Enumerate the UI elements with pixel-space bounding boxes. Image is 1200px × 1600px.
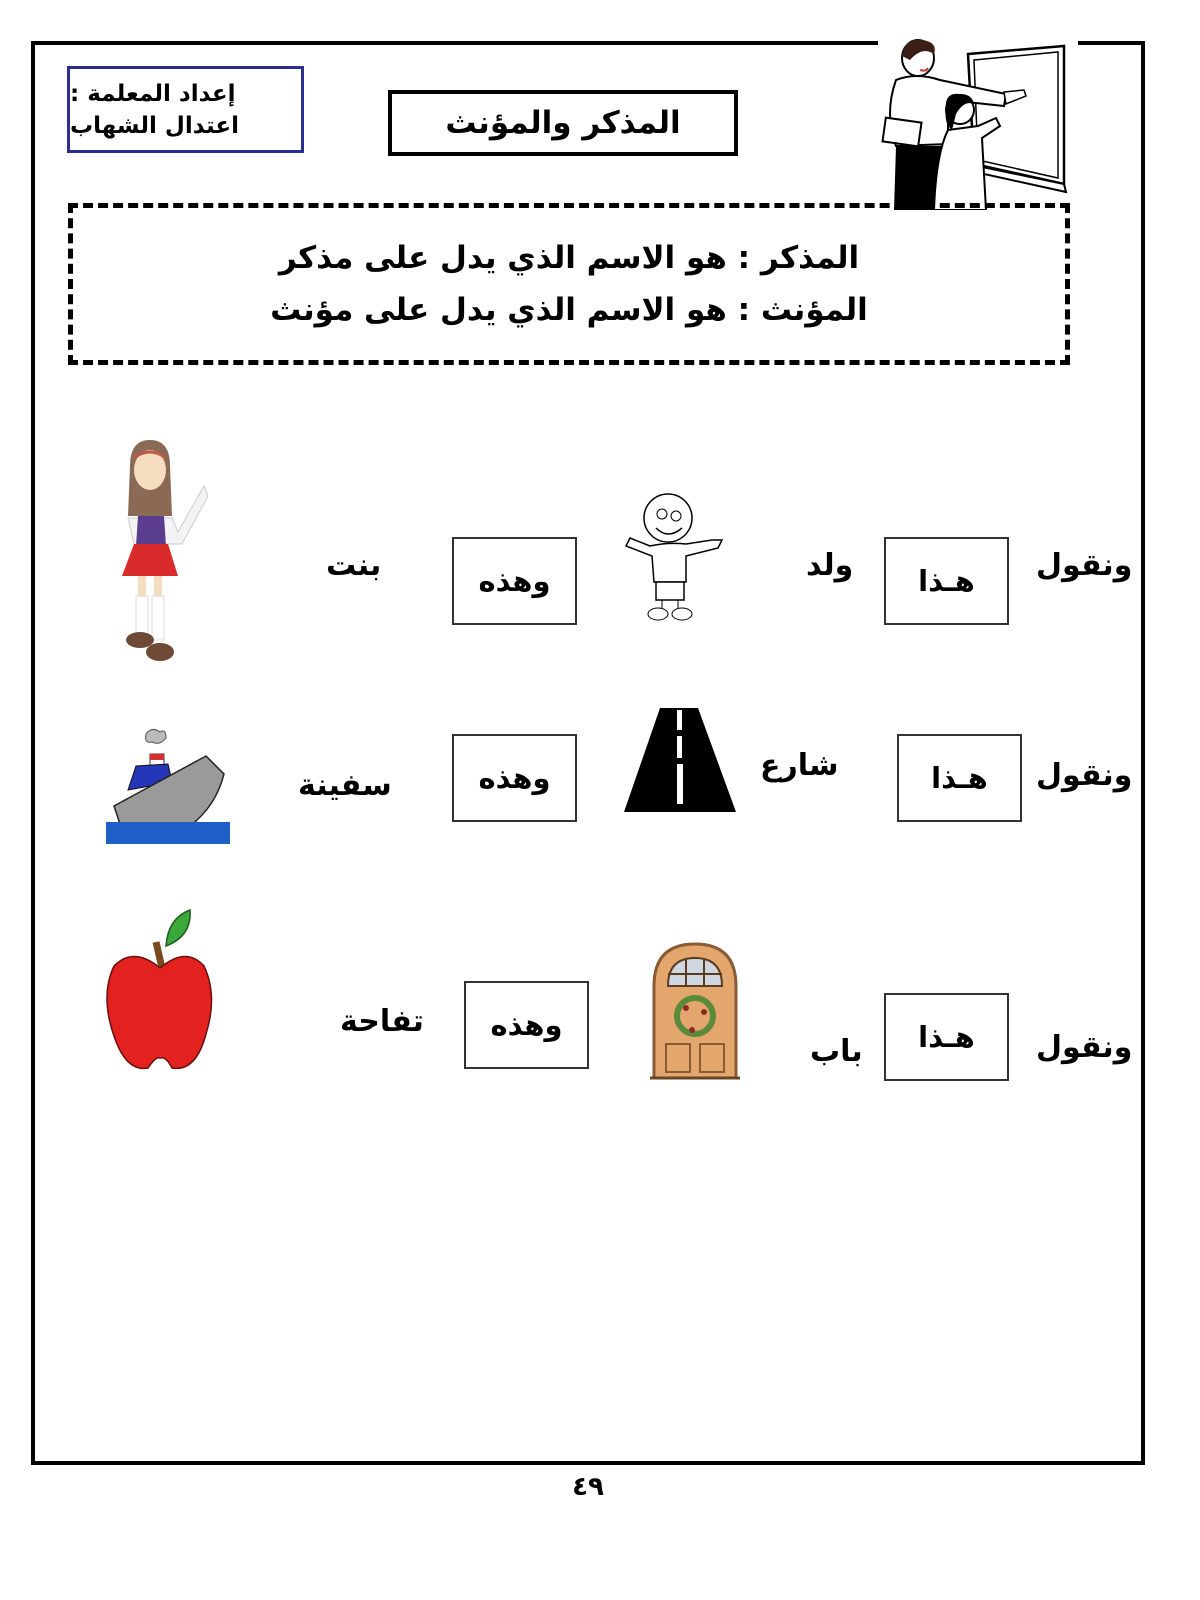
pronoun-box-masculine [884,537,1009,625]
feminine-word: سفينة [298,768,392,803]
road-icon [624,708,738,812]
ship-icon [106,726,230,844]
masculine-word: ولد [806,548,854,583]
author-name: اعتدال الشهاب [70,112,239,139]
pronoun-feminine: وهذه [490,1008,563,1042]
definition-feminine: المؤنث : هو الاسم الذي يدل على مؤنث [270,292,868,328]
boy-icon [622,486,728,622]
pronoun-box-masculine [897,734,1022,822]
feminine-word: تفاحة [340,1004,424,1039]
pronoun-box-masculine [884,993,1009,1081]
feminine-word: بنت [326,548,382,583]
author-label: إعداد المعلمة : [70,80,236,107]
page-title: المذكر والمؤنث [445,105,681,141]
lead-word: ونقول [1036,1030,1133,1065]
page-number: ٤٩ [572,1472,604,1502]
masculine-word: شارع [760,748,839,783]
pronoun-masculine: هـذا [931,761,988,795]
pronoun-feminine: وهذه [478,761,551,795]
girl-icon [112,436,208,666]
pronoun-box-feminine [452,537,577,625]
pronoun-masculine: هـذا [918,564,975,598]
pronoun-box-feminine [464,981,589,1069]
pronoun-feminine: وهذه [478,564,551,598]
masculine-word: باب [810,1034,863,1069]
door-icon [648,942,742,1080]
teacher-student-illustration-icon [856,34,1072,210]
apple-icon [104,906,216,1072]
lead-word: ونقول [1036,758,1133,793]
author-box [67,66,304,153]
title-box [388,90,738,156]
definition-masculine: المذكر : هو الاسم الذي يدل على مذكر [278,240,860,276]
definition-box [68,203,1070,365]
pronoun-masculine: هـذا [918,1020,975,1054]
lead-word: ونقول [1036,548,1133,583]
pronoun-box-feminine [452,734,577,822]
